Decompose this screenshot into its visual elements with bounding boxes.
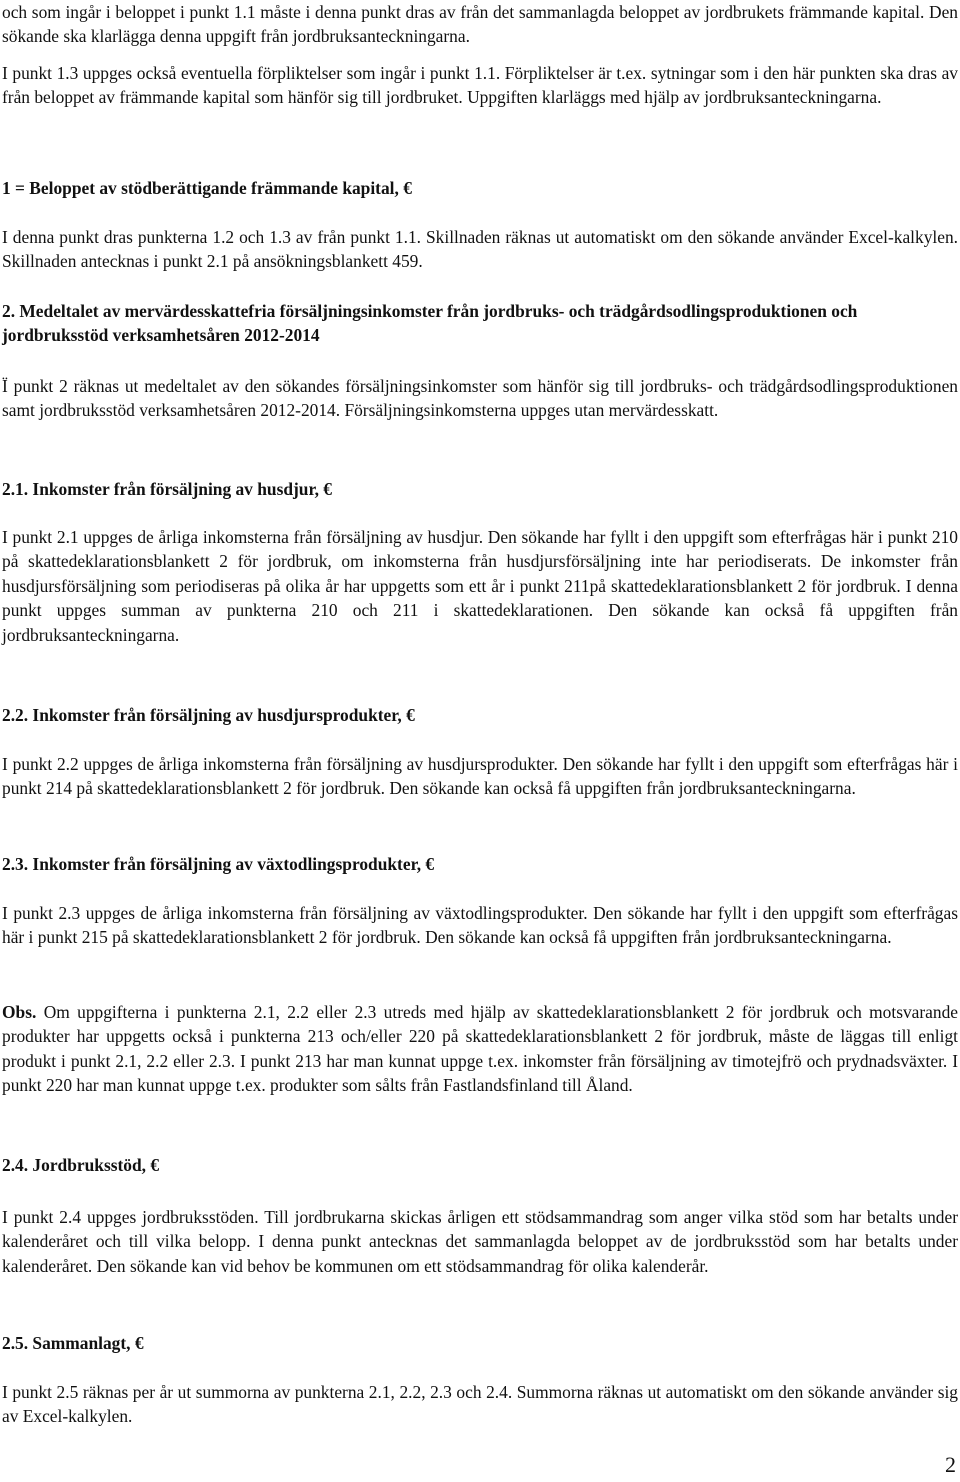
- heading-2-5-total: 2.5. Sammanlagt, €: [2, 1333, 144, 1353]
- paragraph-foreign-capital-continued: och som ingår i beloppet i punkt 1.1 måste i denna punkt dras av från det sammanlagda beloppet av jordbrukets främmande kapital. Den sökande ska klarlägga denna uppgift från jordbruksanteckningarna.: [2, 2, 958, 47]
- paragraph-obs-note: [2, 1000, 958, 1098]
- heading-section-2: 2. Medeltalet av mervärdesskattefria försäljningsinkomster från jordbruks- och trädgårdsodlingsproduktionen och jordbruksstöd verksamhetsåren 2012-2014: [2, 301, 858, 345]
- heading-2-4-agricultural-subsidies: 2.4. Jordbruksstöd, €: [2, 1155, 160, 1175]
- paragraph-2-3: I punkt 2.3 uppges de årliga inkomsterna från försäljning av växtodlingsprodukter. Den sökande har fyllt i den uppgift som efterfrågas här i punkt 215 på skattedeklarationsblankett 2 för jordbruk. Den sökande kan också få uppgiften från jordbruksanteckningarna.: [2, 903, 958, 948]
- paragraph-difference-calculation: I denna punkt dras punkterna 1.2 och 1.3 av från punkt 1.1. Skillnaden räknas ut automatiskt om den sökande använder Excel-kalkylen. Skillnaden antecknas i punkt 2.1 på ansökningsblankett 459.: [2, 227, 958, 272]
- paragraph-2-4: I punkt 2.4 uppges jordbruksstöden. Till jordbrukarna skickas årligen ett stödsammandrag som anger vilka stöd som har betalts under kalenderåret och till vilka belopp. I denna punkt antecknas det sammanlagda beloppet av de jordbruksstöd som har betalts under kalenderåret. Den sökande kan vid behov be kommunen om ett stödsammandrag för olika kalenderår.: [2, 1207, 958, 1276]
- paragraph-section-2-intro: Ï punkt 2 räknas ut medeltalet av den sökandes försäljningsinkomster som hänför sig till jordbruks- och trädgårdsodlingsproduktionen samt jordbruksstöd verksamhetsåren 2012-2014. Försäljningsinkomsterna uppges utan mervärdesskatt.: [2, 376, 958, 421]
- heading-2-3-crop-products: 2.3. Inkomster från försäljning av växtodlingsprodukter, €: [2, 854, 435, 874]
- heading-2-2-livestock-products: 2.2. Inkomster från försäljning av husdjursprodukter, €: [2, 705, 415, 725]
- paragraph-obligations: I punkt 1.3 uppges också eventuella förpliktelser som ingår i punkt 1.1. Förpliktelser är t.ex. sytningar som i den här punkten ska dras av från beloppet av främmande kapital som hänför sig till jordbruket. Uppgiften klarläggs med hjälp av jordbruksanteckningarna.: [2, 63, 958, 108]
- paragraph-2-2: I punkt 2.2 uppges de årliga inkomsterna från försäljning av husdjursprodukter. Den sökande har fyllt i den uppgift som efterfrågas här i punkt 214 på skattedeklarationsblankett 2 för jordbruk. Den sökande kan också få uppgiften från jordbruksanteckningarna.: [2, 754, 958, 799]
- obs-label: Obs.: [2, 1002, 37, 1022]
- paragraph-2-1: I punkt 2.1 uppges de årliga inkomsterna från försäljning av husdjur. Den sökande har fyllt i den uppgift som efterfrågas här i punkt 210 på skattedeklarationsblankett 2 för jordbruk, om inkomsterna från husdjursförsäljning inte har periodiserats. De inkomster från husdjursförsäljning som periodiseras på olika år har uppgetts som ett år i punkt 211på skattedeklarationsblankett 2 för jordbruk. I denna punkt uppges summan av punkterna 210 och 211 i skattedeklarationen. Den sökande kan också få uppgiften från jordbruksanteckningarna.: [2, 527, 958, 645]
- heading-eligible-foreign-capital: 1 = Beloppet av stödberättigande främmande kapital, €: [2, 178, 412, 198]
- obs-text: Om uppgifterna i punkterna 2.1, 2.2 eller 2.3 utreds med hjälp av skattedeklarationsblankett 2 för jordbruk och motsvarande produkter har uppgetts också i punkterna 213 och/eller 220 på skattedeklarationsblankett 2 för jordbruk, måste de läggas till enligt produkt i punkt 2.1, 2.2 eller 2.3. I punkt 213 har man kunnat uppge t.ex. inkomster från försäljning av timotejfrö och prydnadsväxter. I punkt 220 har man kunnat uppge t.ex. produkter som sålts från Fastlandsfinland till Åland.: [2, 1002, 958, 1096]
- heading-2-1-livestock-sales: 2.1. Inkomster från försäljning av husdjur, €: [2, 479, 332, 499]
- page-number: 2: [945, 1452, 956, 1477]
- paragraph-2-5: I punkt 2.5 räknas per år ut summorna av punkterna 2.1, 2.2, 2.3 och 2.4. Summorna räknas ut automatiskt om den sökande använder sig av Excel-kalkylen.: [2, 1382, 958, 1427]
